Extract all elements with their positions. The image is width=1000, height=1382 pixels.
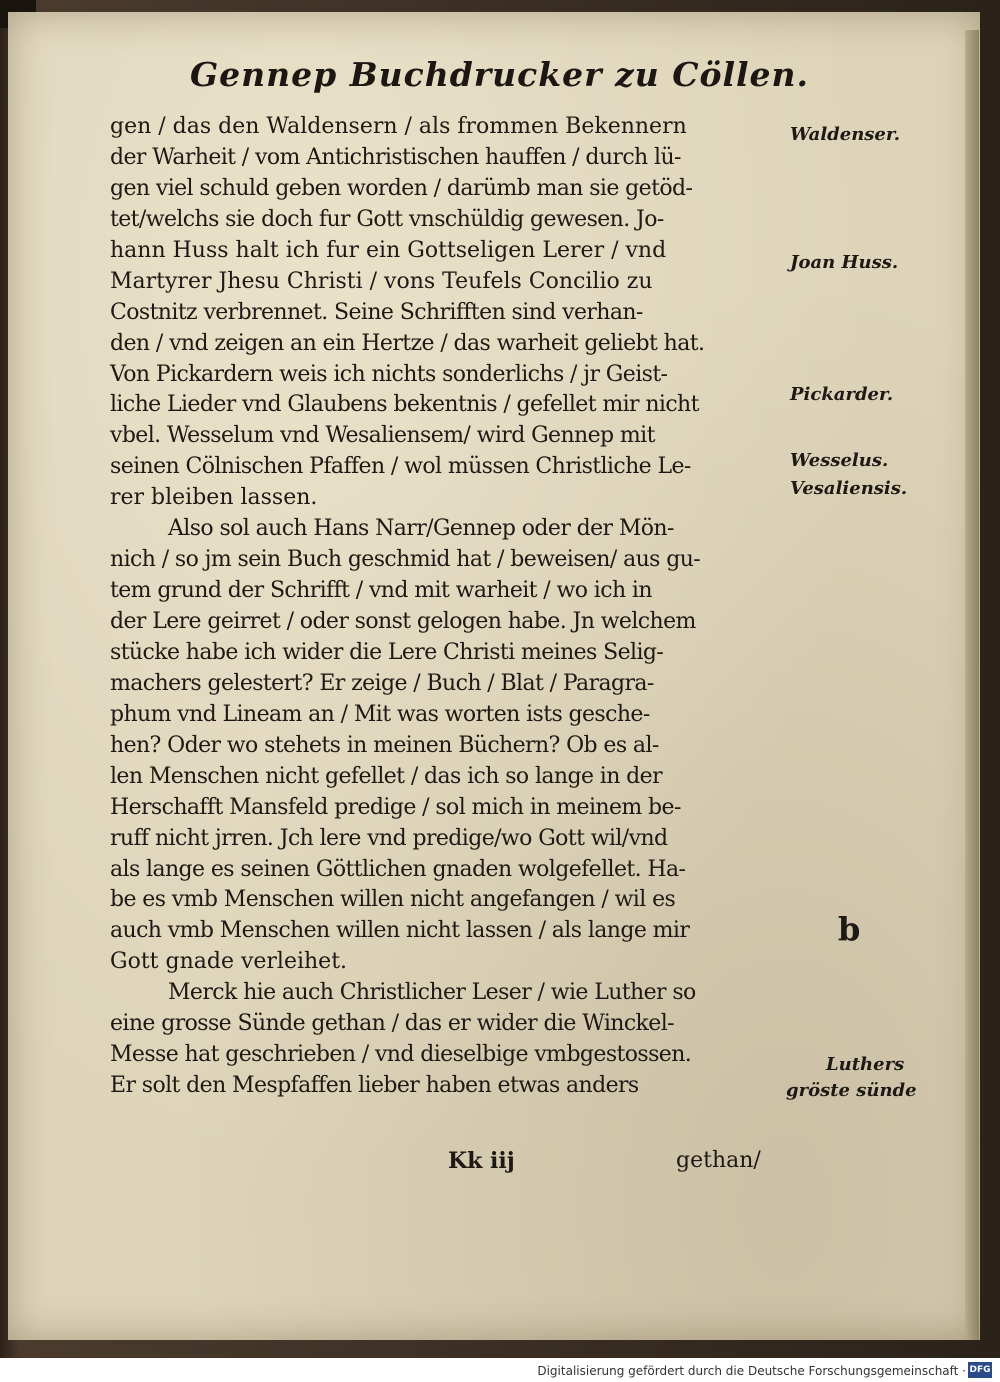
text-line: Gott gnade verleihet. [110, 949, 348, 975]
text-line: tem grund der Schrifft / vnd mit warheit / wo ich in [110, 578, 652, 604]
margin-note-wesselus: Wesselus. [790, 450, 889, 471]
text-line: gen viel schuld geben worden / darümb man sie getöd- [110, 175, 693, 201]
text-line: tet/welchs sie doch fur Gott vnschüldig gewesen. Jo- [110, 206, 664, 232]
text-line: seinen Cölnischen Pfaffen / wol müssen Christliche Le- [110, 454, 691, 480]
text-line: ruff nicht jrren. Jch lere vnd predige/wo Gott wil/vnd [110, 825, 668, 851]
text-line: phum vnd Lineam an / Mit was worten ists gesche- [110, 701, 650, 727]
dfg-logo: DFG [968, 1362, 992, 1378]
digitization-credit: Digitalisierung gefördert durch die Deutsche Forschungsgemeinschaft · [537, 1364, 966, 1378]
text-line: Von Pickardern weis ich nichts sonderlichs / jr Geist- [110, 361, 668, 387]
text-line: eine grosse Sünde gethan / das er wider die Winckel- [110, 1011, 674, 1037]
margin-note-luthers: Luthers [826, 1054, 905, 1075]
margin-note-pickarder: Pickarder. [790, 384, 894, 405]
margin-note-vesaliensis: Vesaliensis. [790, 478, 908, 499]
text-line: rer bleiben lassen. [110, 485, 318, 511]
paragraph-start-line: Merck hie auch Christlicher Leser / wie Luther so [168, 980, 696, 1006]
text-line: Costnitz verbrennet. Seine Schrifften sind verhan- [110, 299, 643, 325]
signature-mark: Kk iij [448, 1148, 515, 1174]
text-line: nich / so jm sein Buch geschmid hat / beweisen/ aus gu- [110, 547, 701, 573]
text-line: hen? Oder wo stehets in meinen Büchern? Ob es al- [110, 732, 659, 758]
catchword: gethan/ [676, 1148, 761, 1173]
text-line: stücke habe ich wider die Lere Christi meines Selig- [110, 639, 664, 665]
text-line: machers gelestert? Er zeige / Buch / Blat / Paragra- [110, 670, 654, 696]
text-line: be es vmb Menschen willen nicht angefangen / wil es [110, 887, 676, 913]
text-line: Herschafft Mansfeld predige / sol mich in meinem be- [110, 794, 681, 820]
running-head: Gennep Buchdrucker zu Cöllen. [190, 55, 810, 94]
margin-mark: b [838, 910, 861, 948]
text-line: der Warheit / vom Antichristischen hauffen / durch lü- [110, 144, 681, 170]
text-line: als lange es seinen Göttlichen gnaden wolgefellet. Ha- [110, 856, 686, 882]
text-line: len Menschen nicht gefellet / das ich so lange in der [110, 763, 662, 789]
text-line: Messe hat geschrieben / vnd dieselbige vmbgestossen. [110, 1042, 692, 1068]
text-line: Martyrer Jhesu Christi / vons Teufels Concilio zu [110, 268, 653, 294]
text-line: liche Lieder vnd Glaubens bekentnis / gefellet mir nicht [110, 392, 699, 418]
page-edge [965, 30, 979, 1340]
text-line: hann Huss halt ich fur ein Gottseligen Lerer / vnd [110, 237, 667, 263]
text-line: gen / das den Waldensern / als frommen Bekennern [110, 114, 687, 139]
text-line: der Lere geirret / oder sonst gelogen habe. Jn welchem [110, 609, 696, 634]
text-line: den / vnd zeigen an ein Hertze / das warheit geliebt hat. [110, 330, 705, 356]
margin-note-waldenser: Waldenser. [790, 124, 900, 145]
text-line: vbel. Wesselum vnd Wesaliensem/ wird Gennep mit [110, 423, 655, 449]
text-line: Er solt den Mespfaffen lieber haben etwas anders [110, 1073, 639, 1099]
text-line: auch vmb Menschen willen nicht lassen / als lange mir [110, 918, 690, 944]
paragraph-start-line: Also sol auch Hans Narr/Gennep oder der Mön- [168, 516, 674, 542]
margin-note-groeste-suende: gröste sünde [786, 1080, 917, 1101]
margin-note-johan-huss: Joan Huss. [790, 252, 899, 273]
body-text [110, 112, 780, 1102]
